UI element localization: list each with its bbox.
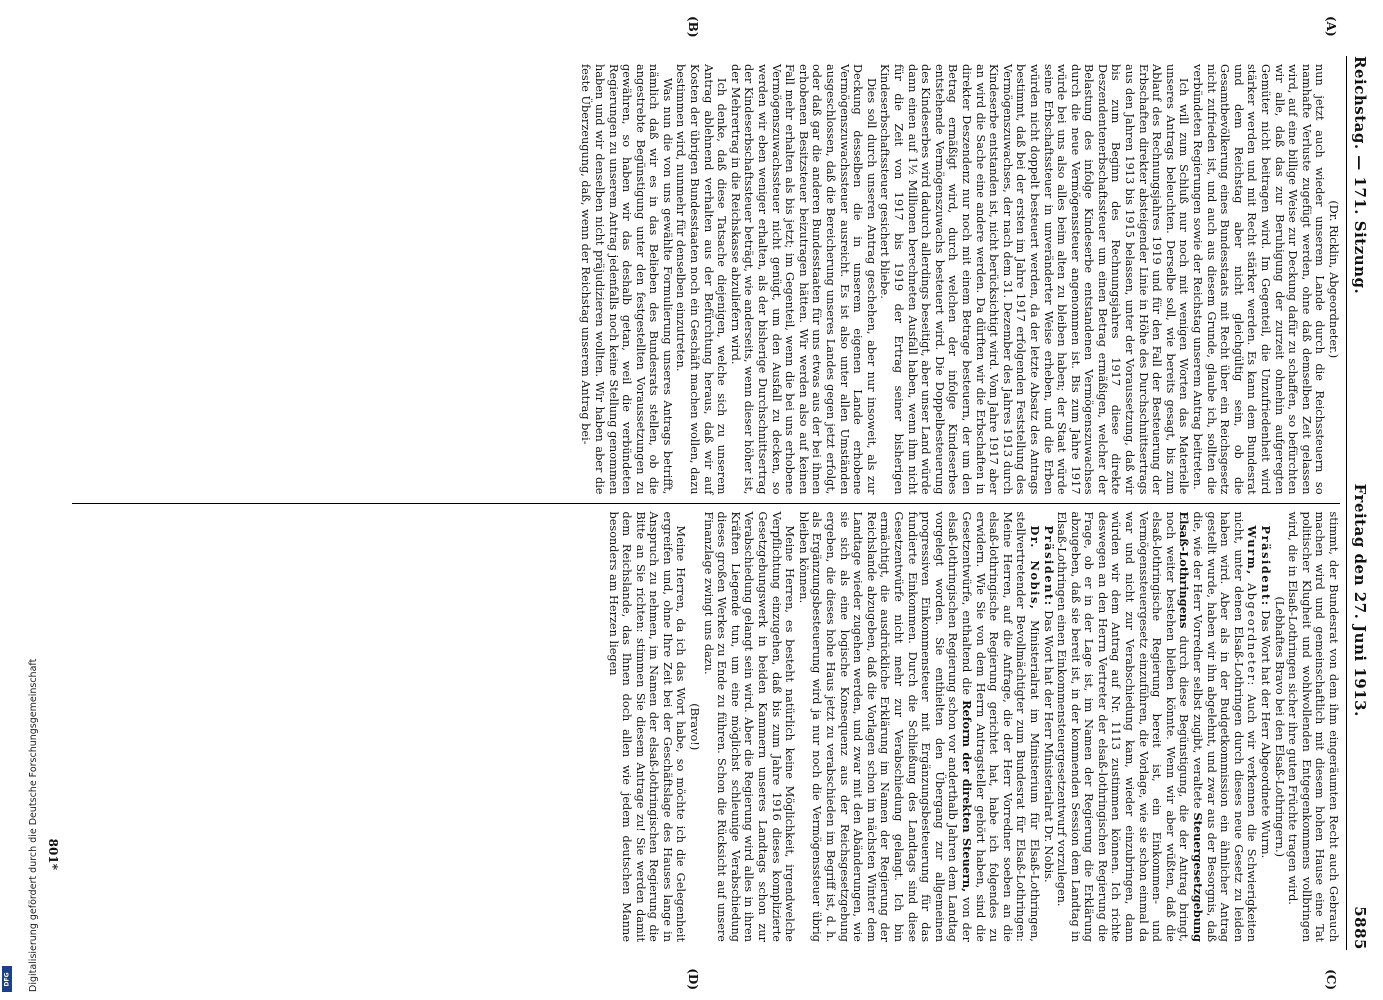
speaker-label: Wurm, xyxy=(1245,525,1260,576)
newspaper-page xyxy=(40,0,1383,1000)
sheet-number: 801* xyxy=(46,838,60,870)
text-columns xyxy=(72,16,1340,990)
header-date: Freitag den 27. Juni 1913. xyxy=(1351,483,1369,717)
page-number: 5885 xyxy=(1351,906,1369,950)
speech-wurm: Wurm, Abgeordneter: Auch wir verkennen die Schwierigkeiten nicht, unter denen Elsaß-Lothringen durch dieses neue Gesetz zu leiden haben wird. Aber als in der Budgetkommission ein ähnlicher Antrag gestellt wurde, haben wir ihn abgelehnt, und zwar aus der Besorgnis, daß die, wie der Herr Vorredner selbst zugibt, veraltete Steuergesetzgebung Elsaß-Lothringens durch diese Begünstigung, die der Antrag bringt, noch weiter bestehen bleiben könnte. Wenn wir aber wüßten, daß die elsaß-lothringische Regierung bereit ist, ein Einkommen- und Vermögenssteuergesetz einzuführen, die Vorlage, wie sie schon einmal da war und nicht zur Verabschiedung kam, wieder einzubringen, dann würden wir dem Antrag auf Nr. 1113 zustimmen können. Ich richte deswegen an den Herrn Vertreter der elsaß-lothringischen Regierung die Frage, ob er in der Lage ist, im Namen der Regierung die Erklärung abzugeben, daß sie bereit ist, in der kommenden Session dem Landtag in Elsaß-Lothringen einen Einkommensteuergesetzentwurf vorzulegen. xyxy=(1055,511,1260,943)
paragraph: Dies soll durch unseren Antrag geschehen, aber nur insoweit, als zur Deckung desselben die in unserem eigenen Lande erhobene Vermögenszuwachssteuer ausreicht. Es ist also unter allen Umständen ausgeschlossen, daß die Bereicherung unseres Landes gegen jetzt erfolgt, oder daß gar die anderen Bundesstaaten für uns etwas aus der bei ihnen erhobenen Besitzsteuer beizutragen hätten. Wir werden also auf keinen Fall mehr erhalten als bis jetzt; im Gegenteil, wenn die bei uns erhobene Vermögenszuwachssteuer nicht genügt, um den Ausfall zu decken, so werden wir eben weniger erhalten, als der bisherige Durchschnittsertrag der Kindeserbschaftssteuer beträgt, wie anderseits, wenn dieser höher ist, der Mehrertrag in die Reichskasse abzuliefern wird. xyxy=(728,64,878,495)
paragraph: Meine Herren, es besteht natürlich keine Möglichkeit, irgendwelche Verpflichtung einzugehen, daß bis zum Jahre 1916 dieses komplizierte Gesetzgebungswerk in beiden Kammern unseres Landtags schon zur Verabschiedung gelangt sein wird. Aber die Regierung wird alles in ihren Kräften Liegende tun, um eine möglichst schleunige Verabschiedung dieses großen Werkes zu Ende zu führen. Schon die Rücksicht auf unsere Finanzlage zwingt uns dazu. xyxy=(701,511,797,942)
margin-marker-d: (D) xyxy=(686,968,700,990)
paragraph: Ich will zum Schluß nur noch mit wenigen Worten das Materielle unseres Antrags beleuchten. Derselbe soll, wie bereits gesagt, bis zum Ablauf des Rechnungsjahres 1919 und für den Fall der Besteuerung der Erbschaften direkter absteigender Linie in Höhe des Durchschnittsertrags aus den Jahren 1913 bis 1915 belassen, unter der Voraussetzung, daß wir bis zum Beginn des Rechnungsjahres 1917 diese direkte Deszendentenerbschaftssteuer um einen Betrag ermäßigen, welcher der Belastung des infolge Kindeserbe entstandenen Vermögenszuwachses durch die neue Vermögenssteuer angenommen ist. Bis zum Jahre 1917 würde bei uns also alles beim alten zu bleiben haben; der Staat würde seine Erbschaftssteuer in unveränderter Weise erheben, und die Erben würden nicht doppelt besteuert werden, da der letzte Absatz des Antrags bestimmt, daß bei der ersten im Jahre 1917 erfolgenden Feststellung des Vermögenszuwachses, der nach dem 31. Dezember des Jahres 1913 durch Kindeserbe entstanden ist, nicht berücksichtigt wird. Vom Jahre 1917 aber an wird die Sache eine andere werden. Da dürften wir die Erbschaften in direkter Deszendenz nur noch mit einem Betrage besteuern, der um den Betrag ermäßigt wird, durch welchen der infolge Kindeserbes entstehende Vermögenszuwachs besteuert wird. Die Doppelbesteuerung des Kindeserbes wird dadurch allerdings beseitigt, aber unser Land würde dann einen auf 1½ Millionen berechneten Ausfall haben, wenn ihm nicht für die Zeit von 1917 bis 1919 der Ertrag seiner bisherigen Kindeserbschaftssteuer gesichert bliebe. xyxy=(878,64,1191,495)
speaker-label: Dr. Nobis, xyxy=(1027,525,1042,611)
left-column xyxy=(72,56,1340,503)
president-statement: Präsident: Das Wort hat der Herr Ministerialrat Dr. Nobis. xyxy=(1041,525,1056,883)
margin-marker-c: (C) xyxy=(1324,969,1338,990)
header-left: Reichstag. — 171. Sitzung. xyxy=(1351,56,1369,295)
president-statement: Präsident: Das Wort hat der Herr Abgeordnete Wurm. xyxy=(1259,525,1274,859)
applause-note: (Lebhaftes Bravo bei den Elsaß-Lothringern.) xyxy=(1272,596,1286,857)
paragraph: stimmt, der Bundesrat von dem ihm eingeräumten Recht auch Gebrauch machen wird und gemeinschaftlich mit diesem hohen Hause eine Tat politischer Klugheit und wohlwollenden Entgegenkommens vollbringen wird, die in Elsaß-Lothringen sicher ihre guten Früchte tragen wird. xyxy=(1286,511,1340,942)
speaker-label: Präsident: xyxy=(1041,525,1056,607)
margin-marker-a: (A) xyxy=(1324,16,1338,37)
digitization-credit xyxy=(0,0,40,1000)
speech-nobis: Dr. Nobis, Ministerialrat im Ministerium für Elsaß-Lothringen, stellvertretender Bevollmächtigter zum Bundesrat für Elsaß-Lothringen: Meine Herren, auf die Anfrage, die der Herr Vorredner soeben an die elsaß-lothringische Regierung gerichtet hat, habe ich folgendes zu erwidern. Wie Sie von dem Herrn Antragsteller gehört haben, sind die Gesetzentwürfe, enthaltend die Reform der direkten Steuern, von der elsaß-lothringischen Regierung schon vor anderthalb Jahren dem Landtag vorgelegt worden. Sie enthielten den Übergang zur allgemeinen progressiven Einkommensteuer mit Ergänzungsbesteuerung für das fundierte Einkommen. Durch die Schließung des Landtags sind diese Gesetzentwürfe nicht mehr zur Verabschiedung gelangt. Ich bin ermächtigt, die ausdrückliche Erklärung im Namen der Regierung der Reichslande abzugeben, daß die Vorlagen schon im nächsten Winter dem Landtage wieder zugehen werden, und zwar mit den Abänderungen, wie sie sich als eine logische Konsequenz aus der Reichsgesetzgebung ergeben, die dieses hohe Haus jetzt zu verabschieden im Begriff ist, d. h. als Ergänzungsbesteuerung wird ja nur noch die Vermögenssteuer übrig bleiben können. xyxy=(796,511,1042,943)
scanned-page xyxy=(40,0,1383,1000)
paragraph: Meine Herren, da ich das Wort habe, so möchte ich die Gelegenheit ergreifen und, ohne Ihre Zeit bei der Geschäftslage des Hauses lange in Anspruch zu nehmen, im Namen der elsaß-lothringischen Regierung die Bitte an Sie richten: stimmen Sie diesem Antrage zu! Sie werden damit dem Reichslande, das Ihnen doch allen wie jedem deutschen Manne besonders am Herzen liegen xyxy=(606,511,688,942)
credit-text: Digitalisierung gefördert durch die Deutsche Forschungsgemeinschaft xyxy=(28,658,39,992)
page-header xyxy=(1346,56,1369,950)
paragraph: Ich denke, daß diese Tatsache diejenigen, welche sich zu unserem Antrag ablehnend verhalten aus der Befürchtung heraus, daß wir auf Kosten der übrigen Bundesstaaten noch ein Geschäft machen wollen, dazu bestimmen wird, nunmehr für denselben einzutreten. xyxy=(674,64,729,495)
paragraph: Was nun die von uns gewählte Formulierung unseres Antrags betrifft, nämlich daß wir es in das Belieben des Bundesrats stellen, ob die angestrebte Begünstigung unter den festgestellten Voraussetzungen zu gewähren, so haben wir das deshalb getan, weil die verbündeten Regierungen zu unserem Antrag jedenfalls noch keine Stellung genommen haben und wir denselben nicht präjudizieren wollten. Wir haben aber die feste Überzeugung, daß, wenn der Reichstag unserem Antrag bei- xyxy=(579,64,674,495)
applause-note: (Bravo!) xyxy=(688,703,702,751)
speaker-tag: (Dr. Ricklin, Abgeordneter.) xyxy=(1327,200,1340,359)
right-column xyxy=(72,504,1340,951)
paragraph: nun jetzt auch wieder unserem Lande durch die Reichssteuern so namhafte Verluste zugefügt werden, ohne daß demselben Zeit gelassen wird, auf eine billige Weise zur Deckung dafür zu schaffen, so befürchten wir alle, daß das zur Beruhigung der zurzeit ohnehin aufgeregten Gemüter nicht beitragen wird. Im Gegenteil, die Unzufriedenheit wird stärker werden und mit Recht stärker werden. Es kann dem Bundesrat und dem Reichstag aber nicht gleichgültig sein, ob die Gesamtbevölkerung eines Bundesstaats mit Recht über ein Reichsgesetz nicht zufrieden ist, und auch aus diesem Grunde, glaube ich, sollten die verbündeten Regierungen sowie der Reichstag unserem Antrag beitreten. xyxy=(1191,64,1327,495)
speaker-label: Präsident: xyxy=(1259,525,1274,607)
margin-marker-b: (B) xyxy=(686,16,700,38)
dfg-logo: DFG xyxy=(2,966,12,992)
